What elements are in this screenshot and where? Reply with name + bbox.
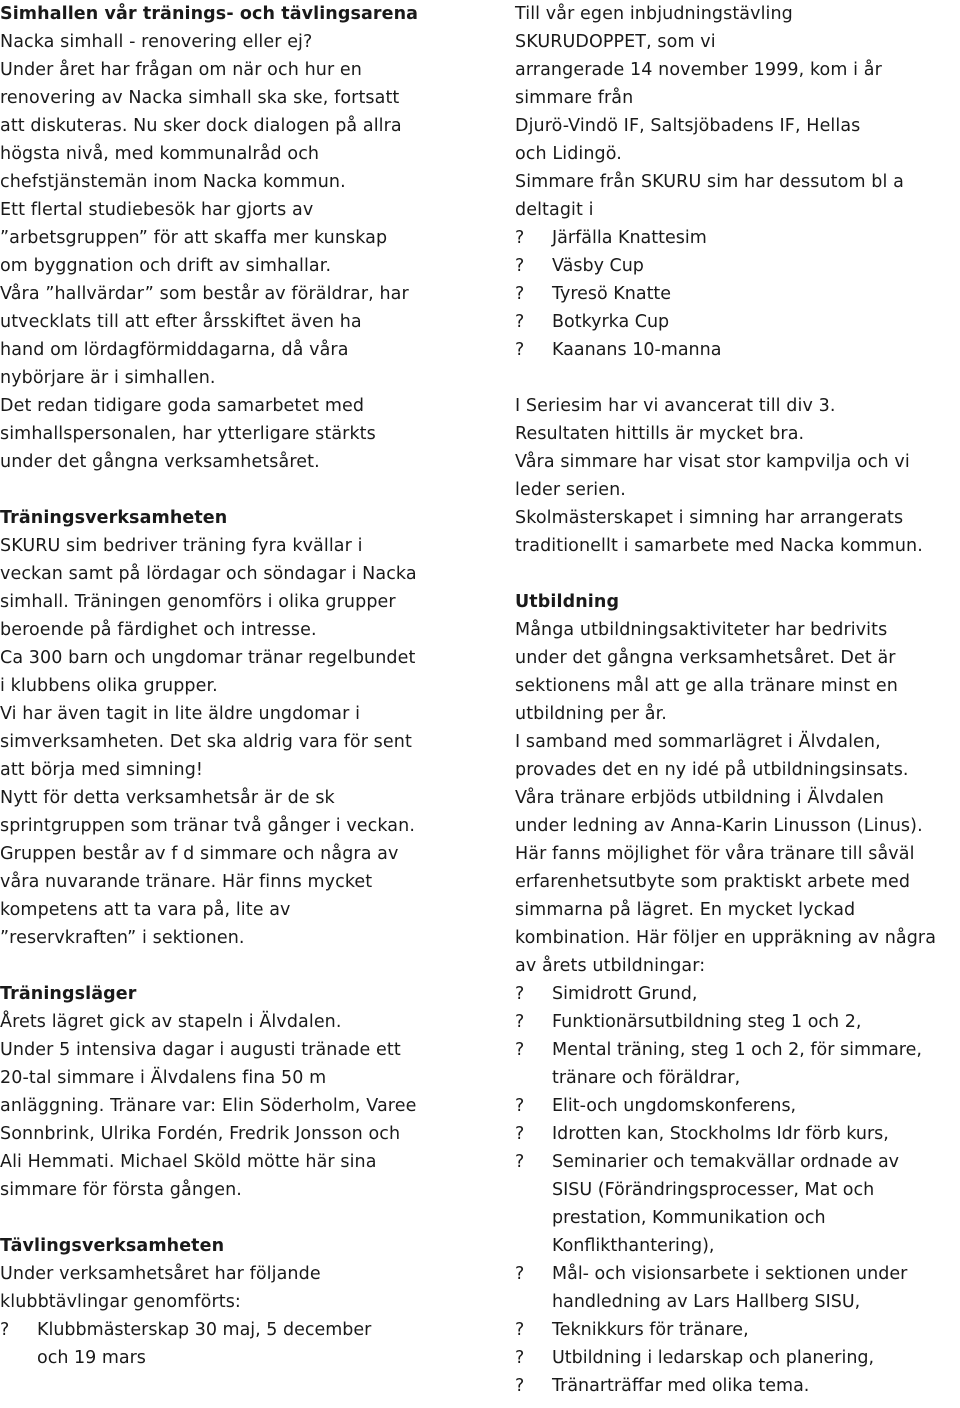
section-heading: Träningsverksamheten bbox=[0, 508, 228, 528]
body-text-line: simhall. Träningen genomförs i olika grupper bbox=[0, 592, 396, 612]
body-text-line: Årets lägret gick av stapeln i Älvdalen. bbox=[0, 1012, 342, 1032]
body-text-line: simmare för första gången. bbox=[0, 1180, 242, 1200]
body-text-line: högsta nivå, med kommunalråd och bbox=[0, 144, 320, 164]
body-text-line: Våra tränare erbjöds utbildning i Älvdalen bbox=[515, 788, 884, 808]
body-text-line: Nytt för detta verksamhetsår är de sk bbox=[0, 788, 335, 808]
body-text-line: i klubbens olika grupper. bbox=[0, 676, 218, 696]
bullet-marker: ? bbox=[515, 1376, 525, 1396]
body-text-line: Djurö-Vindö IF, Saltsjöbadens IF, Hellas bbox=[515, 116, 861, 136]
body-text-line: anläggning. Tränare var: Elin Söderholm, Varee bbox=[0, 1096, 417, 1116]
body-text-line: SKURUDOPPET, som vi bbox=[515, 32, 716, 52]
body-text-line: att börja med simning! bbox=[0, 760, 204, 780]
section-heading: Träningsläger bbox=[0, 984, 137, 1004]
body-text-line: renovering av Nacka simhall ska ske, fortsatt bbox=[0, 88, 400, 108]
body-text-line: Våra simmare har visat stor kampvilja och vi bbox=[515, 452, 910, 472]
body-text-line: Ett flertal studiebesök har gjorts av bbox=[0, 200, 314, 220]
list-item: Järfälla Knattesim bbox=[552, 228, 707, 248]
list-item: Teknikkurs för tränare, bbox=[552, 1320, 749, 1340]
body-text-line: Under året har frågan om när och hur en bbox=[0, 60, 362, 80]
list-item: Klubbmästerskap 30 maj, 5 december bbox=[37, 1320, 372, 1340]
body-text-line: och Lidingö. bbox=[515, 144, 622, 164]
list-item: Utbildning i ledarskap och planering, bbox=[552, 1348, 875, 1368]
body-text-line: våra nuvarande tränare. Här finns mycket bbox=[0, 872, 373, 892]
bullet-marker: ? bbox=[515, 1348, 525, 1368]
bullet-marker: ? bbox=[515, 984, 525, 1004]
body-text-line: Det redan tidigare goda samarbetet med bbox=[0, 396, 365, 416]
body-text-line: leder serien. bbox=[515, 480, 626, 500]
body-text-line: under ledning av Anna-Karin Linusson (Linus). bbox=[515, 816, 923, 836]
body-text-line: Till vår egen inbjudningstävling bbox=[515, 4, 793, 24]
body-text-line: ”reservkraften” i sektionen. bbox=[0, 928, 245, 948]
list-item: handledning av Lars Hallberg SISU, bbox=[552, 1292, 861, 1312]
bullet-marker: ? bbox=[515, 1152, 525, 1172]
list-item: Idrotten kan, Stockholms Idr förb kurs, bbox=[552, 1124, 889, 1144]
bullet-marker: ? bbox=[515, 340, 525, 360]
body-text-line: simhallspersonalen, har ytterligare stärkts bbox=[0, 424, 376, 444]
body-text-line: av årets utbildningar: bbox=[515, 956, 706, 976]
list-item: och 19 mars bbox=[37, 1348, 146, 1368]
bullet-marker: ? bbox=[515, 1124, 525, 1144]
bullet-marker: ? bbox=[515, 1096, 525, 1116]
body-text-line: Här fanns möjlighet för våra tränare till såväl bbox=[515, 844, 915, 864]
body-text-line: nybörjare är i simhallen. bbox=[0, 368, 216, 388]
list-item: Tränarträffar med olika tema. bbox=[552, 1376, 810, 1396]
list-item: Seminarier och temakvällar ordnade av bbox=[552, 1152, 900, 1172]
bullet-marker: ? bbox=[515, 1040, 525, 1060]
list-item: Botkyrka Cup bbox=[552, 312, 670, 332]
body-text-line: beroende på färdighet och intresse. bbox=[0, 620, 317, 640]
body-text-line: I samband med sommarlägret i Älvdalen, bbox=[515, 732, 881, 752]
body-text-line: utbildning per år. bbox=[515, 704, 667, 724]
section-heading: Tävlingsverksamheten bbox=[0, 1236, 225, 1256]
list-item: Simidrott Grund, bbox=[552, 984, 698, 1004]
list-item: Mental träning, steg 1 och 2, för simmare, bbox=[552, 1040, 922, 1060]
body-text-line: utvecklats till att efter årsskiftet även ha bbox=[0, 312, 362, 332]
body-text-line: deltagit i bbox=[515, 200, 594, 220]
list-item: Kaanans 10-manna bbox=[552, 340, 722, 360]
body-text-line: Resultaten hittills är mycket bra. bbox=[515, 424, 805, 444]
section-heading: Utbildning bbox=[515, 592, 620, 612]
body-text-line: Ca 300 barn och ungdomar tränar regelbundet bbox=[0, 648, 416, 668]
body-text-line: Skolmästerskapet i simning har arrangerats bbox=[515, 508, 904, 528]
body-text-line: chefstjänstemän inom Nacka kommun. bbox=[0, 172, 346, 192]
body-text-line: Våra ”hallvärdar” som består av föräldrar, har bbox=[0, 284, 409, 304]
body-text-line: sektionens mål att ge alla tränare minst en bbox=[515, 676, 898, 696]
body-text-line: simverksamheten. Det ska aldrig vara för sent bbox=[0, 732, 412, 752]
body-text-line: under det gångna verksamhetsåret. Det är bbox=[515, 648, 896, 668]
section-heading: Simhallen vår tränings- och tävlingsarena bbox=[0, 4, 419, 24]
body-text-line: om byggnation och drift av simhallar. bbox=[0, 256, 332, 276]
body-text-line: Vi har även tagit in lite äldre ungdomar i bbox=[0, 704, 361, 724]
body-text-line: Många utbildningsaktiviteter har bedrivits bbox=[515, 620, 888, 640]
body-text-line: simmare från bbox=[515, 88, 634, 108]
body-text-line: erfarenhetsutbyte som praktiskt arbete med bbox=[515, 872, 911, 892]
body-text-line: klubbtävlingar genomförts: bbox=[0, 1292, 241, 1312]
body-text-line: I Seriesim har vi avancerat till div 3. bbox=[515, 396, 836, 416]
body-text-line: ”arbetsgruppen” för att skaffa mer kunskap bbox=[0, 228, 388, 248]
list-item: Konflikthantering), bbox=[552, 1236, 715, 1256]
body-text-line: Gruppen består av f d simmare och några av bbox=[0, 844, 399, 864]
body-text-line: hand om lördagförmiddagarna, då våra bbox=[0, 340, 349, 360]
list-item: Tyresö Knatte bbox=[552, 284, 672, 304]
body-text-line: Sonnbrink, Ulrika Fordén, Fredrik Jonsson och bbox=[0, 1124, 401, 1144]
body-text-line: Simmare från SKURU sim har dessutom bl a bbox=[515, 172, 904, 192]
list-item: Funktionärsutbildning steg 1 och 2, bbox=[552, 1012, 862, 1032]
body-text-line: traditionellt i samarbete med Nacka kommun. bbox=[515, 536, 923, 556]
list-item: Elit-och ungdomskonferens, bbox=[552, 1096, 797, 1116]
bullet-marker: ? bbox=[515, 1012, 525, 1032]
body-text-line: simmarna på lägret. En mycket lyckad bbox=[515, 900, 856, 920]
bullet-marker: ? bbox=[515, 284, 525, 304]
body-text-line: veckan samt på lördagar och söndagar i Nacka bbox=[0, 564, 417, 584]
body-text-line: 20-tal simmare i Älvdalens fina 50 m bbox=[0, 1068, 327, 1088]
body-text-line: kompetens att ta vara på, lite av bbox=[0, 900, 291, 920]
body-text-line: kombination. Här följer en uppräkning av några bbox=[515, 928, 937, 948]
bullet-marker: ? bbox=[515, 256, 525, 276]
list-item: Väsby Cup bbox=[552, 256, 644, 276]
bullet-marker: ? bbox=[515, 1264, 525, 1284]
bullet-marker: ? bbox=[515, 1320, 525, 1340]
body-text-line: provades det en ny idé på utbildningsinsats. bbox=[515, 760, 909, 780]
body-text-line: SKURU sim bedriver träning fyra kvällar i bbox=[0, 536, 363, 556]
list-item: Mål- och visionsarbete i sektionen under bbox=[552, 1264, 908, 1284]
list-item: SISU (Förändringsprocesser, Mat och bbox=[552, 1180, 875, 1200]
body-text-line: Under 5 intensiva dagar i augusti tränade ett bbox=[0, 1040, 401, 1060]
body-text-line: Ali Hemmati. Michael Sköld mötte här sina bbox=[0, 1152, 377, 1172]
body-text-line: att diskuteras. Nu sker dock dialogen på allra bbox=[0, 116, 402, 136]
bullet-marker: ? bbox=[0, 1320, 10, 1340]
list-item: tränare och föräldrar, bbox=[552, 1068, 741, 1088]
body-text-line: sprintgruppen som tränar två gånger i veckan. bbox=[0, 816, 415, 836]
body-text-line: under det gångna verksamhetsåret. bbox=[0, 452, 320, 472]
list-item: prestation, Kommunikation och bbox=[552, 1208, 826, 1228]
body-text-line: Under verksamhetsåret har följande bbox=[0, 1264, 321, 1284]
bullet-marker: ? bbox=[515, 228, 525, 248]
body-text-line: Nacka simhall - renovering eller ej? bbox=[0, 32, 313, 52]
body-text-line: arrangerade 14 november 1999, kom i år bbox=[515, 60, 882, 80]
bullet-marker: ? bbox=[515, 312, 525, 332]
